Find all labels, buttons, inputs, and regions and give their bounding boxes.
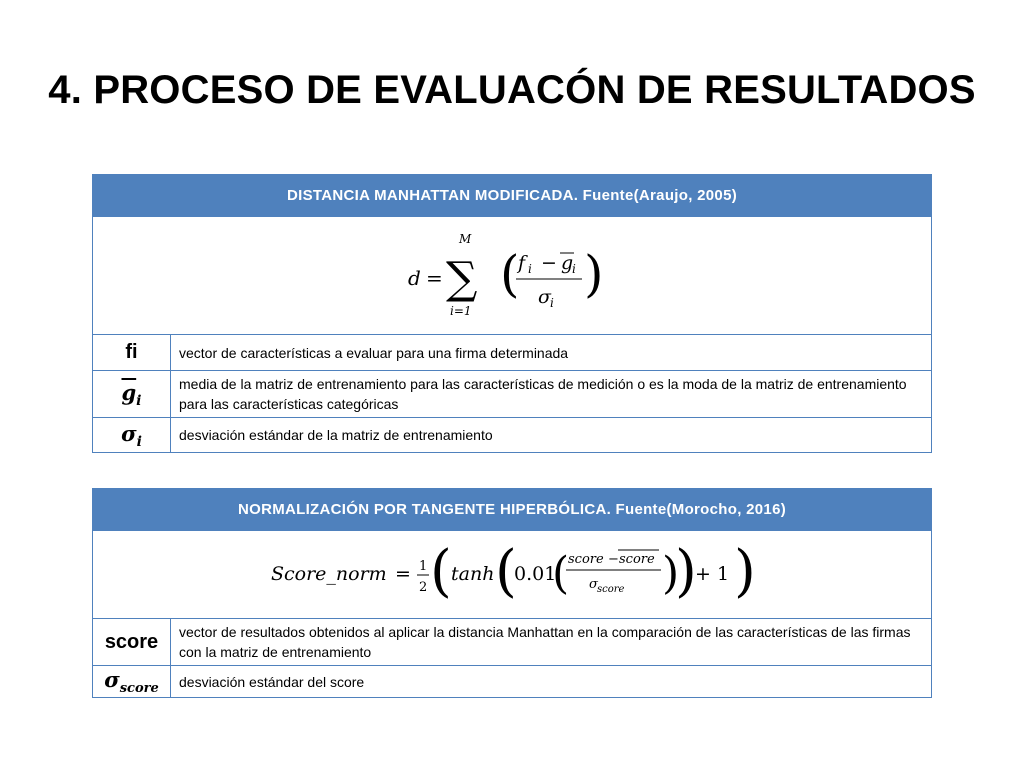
- tanh-formula: [93, 531, 932, 619]
- tanh-formula-graphic: [267, 532, 757, 612]
- numerator-f-sub: i: [528, 262, 532, 276]
- half-denominator: 2: [419, 580, 428, 595]
- tanh-table-header: NORMALIZACIÓN POR TANGENTE HIPERBÓLICA. Fuente(Morocho, 2016): [93, 489, 932, 531]
- frac-den-sigma: σ: [589, 577, 598, 592]
- outer-right-paren: ): [734, 539, 756, 604]
- tanh-left-paren: (: [495, 539, 517, 604]
- frac-den-sub: score: [597, 584, 625, 595]
- symbol-sigma-score: [93, 666, 171, 698]
- inner-left-paren: (: [552, 548, 570, 599]
- desc-sigma-i: desviación estándar de la matriz de entrenamiento: [171, 418, 932, 453]
- symbol-sigma-sub: i: [136, 433, 142, 450]
- manhattan-formula-graphic: [402, 223, 622, 323]
- score-norm-lhs: Score_norm: [271, 563, 387, 585]
- manhattan-formula: [93, 217, 932, 335]
- outer-left-paren: (: [430, 539, 452, 604]
- symbol-sigma-2: σ: [104, 667, 120, 692]
- denominator-sigma: σ: [538, 286, 551, 308]
- formula-right-paren: ): [584, 245, 604, 303]
- symbol-gi: [93, 371, 171, 418]
- tanh-equals: =: [395, 563, 411, 585]
- desc-sigma-score: desviación estándar del score: [171, 666, 932, 698]
- half-numerator: 1: [419, 559, 428, 574]
- formula-left-paren: (: [500, 245, 520, 303]
- tanh-table: [92, 488, 932, 698]
- symbol-sigma: σ: [121, 420, 137, 446]
- sum-lower-limit: i=1: [450, 304, 472, 318]
- numerator-minus: −: [541, 252, 557, 274]
- desc-score: vector de resultados obtenidos al aplicar la distancia Manhattan en la comparación de las características de las firmas con la matriz de entrenamiento: [171, 619, 932, 666]
- desc-fi: vector de características a evaluar para una firma determinada: [171, 335, 932, 371]
- symbol-score: score: [93, 619, 171, 666]
- plus-one: + 1: [695, 563, 730, 585]
- numerator-f: f: [518, 252, 526, 274]
- numerator-g-sub: i: [572, 262, 576, 276]
- manhattan-table-header: DISTANCIA MANHATTAN MODIFICADA. Fuente(Araujo, 2005): [93, 175, 932, 217]
- frac-num-score: score: [568, 552, 604, 567]
- symbol-sigma-i: [93, 418, 171, 453]
- desc-gi: media de la matriz de entrenamiento para las características de medición o es la moda de la matriz de entrenamiento para las características categóricas: [171, 371, 932, 418]
- frac-num-minus: −: [608, 552, 619, 567]
- symbol-fi: fi: [93, 335, 171, 371]
- symbol-sigma-score-sub: score: [119, 681, 159, 696]
- sum-upper-limit: M: [459, 232, 472, 246]
- sum-sign: ∑: [446, 253, 478, 304]
- manhattan-table: [92, 174, 932, 453]
- tanh-coef: 0.01: [514, 563, 557, 585]
- numerator-g: g: [561, 252, 574, 274]
- denominator-sub: i: [550, 296, 554, 310]
- tanh-right-paren: ): [675, 539, 697, 604]
- formula-d: d: [408, 266, 421, 290]
- inner-right-paren: ): [662, 548, 680, 599]
- symbol-g: $\overline{g}$: [121, 379, 137, 405]
- tanh-label: tanh: [451, 563, 495, 585]
- symbol-g-sub: i: [136, 392, 142, 409]
- slide-title: 4. PROCESO DE EVALUACÓN DE RESULTADOS: [48, 68, 976, 112]
- formula-equals: =: [426, 266, 443, 290]
- frac-num-score-mean: score: [619, 552, 655, 567]
